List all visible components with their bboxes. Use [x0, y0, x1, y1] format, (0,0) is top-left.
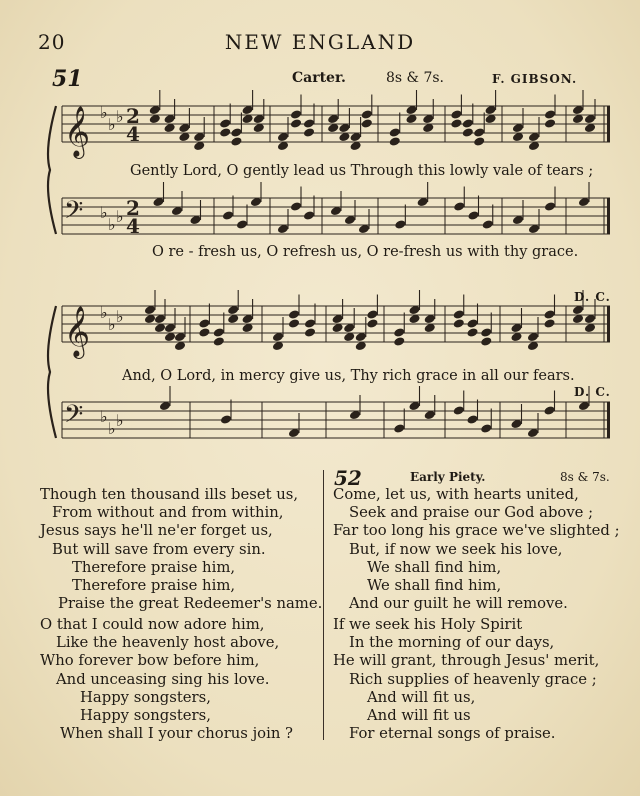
note-head: [543, 309, 555, 320]
verse-line: Like the heavenly host above,: [56, 634, 280, 652]
verse-line: And will fit us,: [367, 688, 476, 706]
note-head: [473, 136, 485, 147]
verse-line: Therefore praise him,: [72, 558, 236, 576]
note-head: [389, 136, 401, 147]
verse-line: And unceasing sing his love.: [56, 670, 270, 688]
verse-line: Come, let us, with hearts united,: [333, 486, 579, 503]
verse-line: Far too long his grace we've slighted ;: [333, 522, 620, 540]
verse-line: Seek and praise our God above ;: [349, 504, 594, 522]
flat-icon: ♭: [100, 203, 108, 222]
flat-icon: ♭: [116, 307, 124, 326]
verse-line: Happy songsters,: [80, 688, 211, 706]
note-head: [219, 118, 231, 129]
hymn1-verse-1: [40, 486, 322, 613]
time-signature-top: 2: [126, 196, 140, 220]
note-head: [393, 336, 405, 347]
flat-icon: ♭: [116, 207, 124, 226]
note-head: [453, 201, 465, 212]
verse-line: O that I could now adore him,: [40, 616, 265, 633]
verse-line: If we seek his Holy Spirit: [333, 616, 523, 633]
note-head: [303, 118, 315, 129]
flat-icon: ♭: [100, 303, 108, 322]
tune-number: 51: [52, 66, 83, 92]
note-head: [453, 309, 465, 320]
note-head: [466, 318, 478, 329]
staff: [62, 198, 610, 234]
note-head: [544, 201, 556, 212]
note-head: [304, 318, 316, 329]
note-head: [366, 318, 378, 329]
note-head: [480, 327, 492, 338]
column-divider: [323, 470, 324, 740]
flat-icon: ♭: [108, 115, 116, 134]
note-head: [198, 327, 210, 338]
note-head: [467, 210, 479, 221]
note-head: [288, 309, 300, 320]
note-head: [198, 318, 210, 329]
note-head: [462, 127, 474, 138]
time-signature-bottom: 4: [126, 122, 140, 146]
hymn-number: 52: [334, 466, 362, 490]
note-head: [220, 414, 232, 425]
note-head: [393, 327, 405, 338]
hymn-meter: 8s & 7s.: [560, 470, 610, 484]
verse-line: We shall find him,: [367, 577, 502, 595]
note-head: [450, 118, 462, 129]
flat-icon: ♭: [116, 107, 124, 126]
hymn-title: Early Piety.: [410, 470, 486, 484]
verse-line: From without and from within,: [52, 504, 284, 522]
verse-line: And will fit us: [367, 707, 471, 725]
verse-line: Jesus says he'll ne'er forget us,: [40, 522, 273, 540]
note-head: [213, 327, 225, 338]
note-head: [290, 201, 302, 212]
note-head: [303, 127, 315, 138]
note-head: [394, 219, 406, 230]
verse-line: He will grant, through Jesus' merit,: [333, 652, 600, 670]
note-head: [466, 327, 478, 338]
system-brace: [48, 306, 56, 438]
tune-composer: F. GIBSON.: [492, 72, 578, 86]
note-head: [219, 127, 231, 138]
note-head: [543, 318, 555, 329]
note-head: [480, 423, 492, 434]
staff: [62, 106, 610, 142]
note-head: [290, 109, 302, 120]
note-head: [462, 118, 474, 129]
note-head: [230, 127, 242, 138]
time-signature-top: 2: [126, 104, 140, 128]
flat-icon: ♭: [100, 407, 108, 426]
note-head: [480, 336, 492, 347]
note-head: [304, 327, 316, 338]
lyric-line-3: And, O Lord, in mercy give us, Thy rich grace in all our fears.: [122, 368, 575, 384]
clef-icon: 𝄢: [64, 196, 84, 231]
lyric-line-2: O re - fresh us, O refresh us, O re-fresh us with thy grace.: [152, 244, 579, 260]
system-brace: [48, 106, 56, 234]
verse-line: And our guilt he will remove.: [349, 595, 568, 613]
running-head: NEW ENGLAND: [224, 30, 416, 54]
verse-line: Therefore praise him,: [72, 577, 236, 595]
note-head: [453, 318, 465, 329]
note-head: [230, 136, 242, 147]
staff: [62, 402, 610, 438]
dc-mark-treble: D. C.: [574, 290, 611, 304]
note-head: [544, 109, 556, 120]
verse-line: But will save from every sin.: [52, 540, 266, 558]
verse-line: We shall find him,: [367, 558, 502, 576]
verse-line: But, if now we seek his love,: [349, 540, 563, 558]
verse-line: Who forever bow before him,: [40, 652, 260, 670]
tune-meter: 8s & 7s.: [386, 70, 444, 86]
note-head: [290, 118, 302, 129]
clef-icon: 𝄞: [64, 306, 91, 357]
verse-line: For eternal songs of praise.: [349, 725, 556, 743]
note-head: [389, 127, 401, 138]
verse-line: Rich supplies of heavenly grace ;: [349, 670, 597, 688]
note-head: [303, 210, 315, 221]
verse-line: Though ten thousand ills beset us,: [40, 486, 299, 503]
note-head: [453, 405, 465, 416]
lyric-line-1: Gently Lord, O gently lead us Through this lowly vale of tears ;: [130, 163, 594, 179]
note-head: [482, 219, 494, 230]
clef-icon: 𝄢: [64, 400, 84, 435]
note-head: [213, 336, 225, 347]
hymn2-verse-2: [333, 616, 599, 743]
flat-icon: ♭: [108, 315, 116, 334]
tune-name: Carter.: [292, 70, 346, 86]
note-head: [393, 423, 405, 434]
note-head: [236, 219, 248, 230]
note-head: [466, 414, 478, 425]
note-head: [366, 309, 378, 320]
flat-icon: ♭: [108, 419, 116, 438]
flat-icon: ♭: [116, 411, 124, 430]
verse-line: Happy songsters,: [80, 707, 211, 725]
note-head: [361, 118, 373, 129]
clef-icon: 𝄞: [64, 106, 91, 157]
verse-line: Praise the great Redeemer's name.: [58, 595, 323, 613]
flat-icon: ♭: [100, 103, 108, 122]
time-signature-bottom: 4: [126, 214, 140, 238]
verse-line: When shall I your chorus join ?: [60, 725, 293, 743]
note-head: [450, 109, 462, 120]
page-number: 20: [38, 30, 66, 54]
hymn1-verse-2: [40, 616, 293, 743]
note-head: [473, 127, 485, 138]
staff: [62, 306, 610, 342]
note-head: [361, 109, 373, 120]
dc-mark-bass: D. C.: [574, 385, 611, 399]
verse-line: In the morning of our days,: [349, 634, 555, 652]
note-head: [222, 210, 234, 221]
hymn2-verse-1: [333, 486, 620, 613]
note-head: [544, 118, 556, 129]
flat-icon: ♭: [108, 215, 116, 234]
note-head: [288, 318, 300, 329]
note-head: [543, 405, 555, 416]
